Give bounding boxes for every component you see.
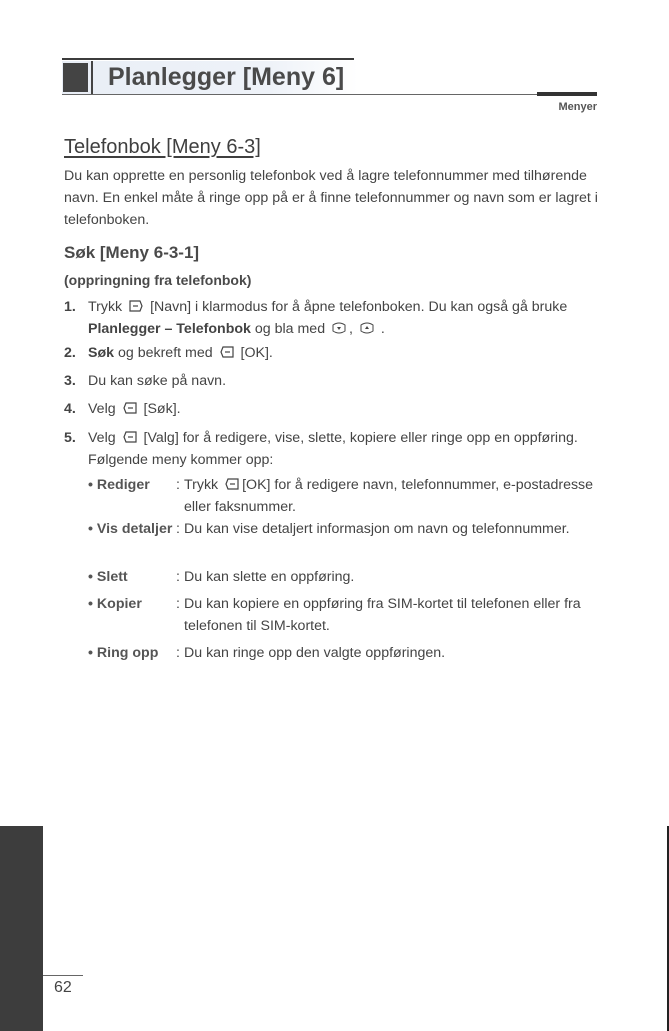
option-label: • Ring opp <box>88 645 159 661</box>
step-5 <box>64 427 604 471</box>
step-menu-path: Planlegger – Telefonbok <box>88 321 251 337</box>
option-label: • Rediger <box>88 477 150 493</box>
step-3 <box>64 370 604 392</box>
step-number: 2. <box>64 345 76 361</box>
step-text: og bla med <box>254 321 326 337</box>
step-number: 1. <box>64 299 76 315</box>
step-text: Velg <box>88 401 116 417</box>
step-4 <box>64 398 604 420</box>
step-2 <box>64 342 604 364</box>
option-rediger <box>88 474 598 518</box>
softkey-left-icon <box>122 401 138 415</box>
section-label: Menyer <box>558 101 597 113</box>
option-description: Du kan ringe opp den valgte oppføringen. <box>184 645 446 661</box>
step-text: [OK]. <box>240 345 273 361</box>
option-vis-detaljer <box>88 518 598 562</box>
subsection-title: Søk [Meny 6-3-1] <box>64 243 200 262</box>
option-ring-opp <box>88 642 598 664</box>
chapter-title: Planlegger [Meny 6] <box>108 63 345 91</box>
option-slett <box>88 566 598 588</box>
section-title: Telefonbok [Meny 6-3] <box>64 136 261 158</box>
step-keyword: Søk <box>88 345 115 361</box>
option-label: • Vis detaljer <box>88 521 173 537</box>
header-rule-accent <box>537 92 597 96</box>
section-intro: Du kan opprette en personlig telefonbok ved å lagre telefonnummer med tilhørende navn. En enkel måte å ringe opp på er å finne telefonnummer og navn som er lagret i telefonboken. <box>64 168 598 228</box>
softkey-left-icon <box>122 430 138 444</box>
subsection-subtitle: (oppringning fra telefonbok) <box>64 272 252 288</box>
option-description: [OK] for å redigere navn, telefonnummer, e-postadresse eller faksnummer. <box>184 477 594 515</box>
step-text: Trykk <box>88 299 123 315</box>
option-description: Du kan kopiere en oppføring fra SIM-kortet til telefonen eller fra telefonen til SIM-kortet. <box>184 596 581 634</box>
nav-up-icon <box>359 321 375 335</box>
softkey-right-icon <box>128 299 144 313</box>
softkey-left-icon <box>224 477 240 491</box>
option-colon: : <box>176 645 180 661</box>
nav-down-icon <box>331 321 347 335</box>
option-text: Trykk <box>184 477 219 493</box>
option-colon: : <box>176 477 180 493</box>
step-number: 5. <box>64 430 76 446</box>
step-number: 3. <box>64 373 76 389</box>
option-description: Du kan vise detaljert informasjon om navn og telefonnummer. <box>184 521 570 537</box>
header-rule <box>62 94 597 95</box>
softkey-left-icon <box>219 345 235 359</box>
step-1 <box>64 296 604 340</box>
option-colon: : <box>176 569 180 585</box>
step-text: [Navn] i klarmodus for å åpne telefonboken. Du kan også gå bruke <box>150 299 568 315</box>
option-kopier <box>88 593 598 637</box>
step-text: Du kan søke på navn. <box>88 373 227 389</box>
option-description: Du kan slette en oppføring. <box>184 569 355 585</box>
step-text: [Valg] for å redigere, vise, slette, kopiere eller ringe opp en oppføring. Følgende meny kommer opp: <box>88 430 578 468</box>
step-text: [Søk]. <box>143 401 181 417</box>
option-label: • Slett <box>88 569 128 585</box>
option-colon: : <box>176 521 180 537</box>
step-separator: , <box>349 321 353 337</box>
step-number: 4. <box>64 401 76 417</box>
option-colon: : <box>176 596 180 612</box>
header-square <box>63 63 88 92</box>
step-text: Velg <box>88 430 116 446</box>
option-label: • Kopier <box>88 596 142 612</box>
step-end: . <box>380 321 385 337</box>
page-number-rule <box>43 975 83 976</box>
side-tab <box>0 826 43 1031</box>
page-number: 62 <box>54 979 72 996</box>
step-text: og bekreft med <box>117 345 213 361</box>
header-divider <box>91 61 93 94</box>
